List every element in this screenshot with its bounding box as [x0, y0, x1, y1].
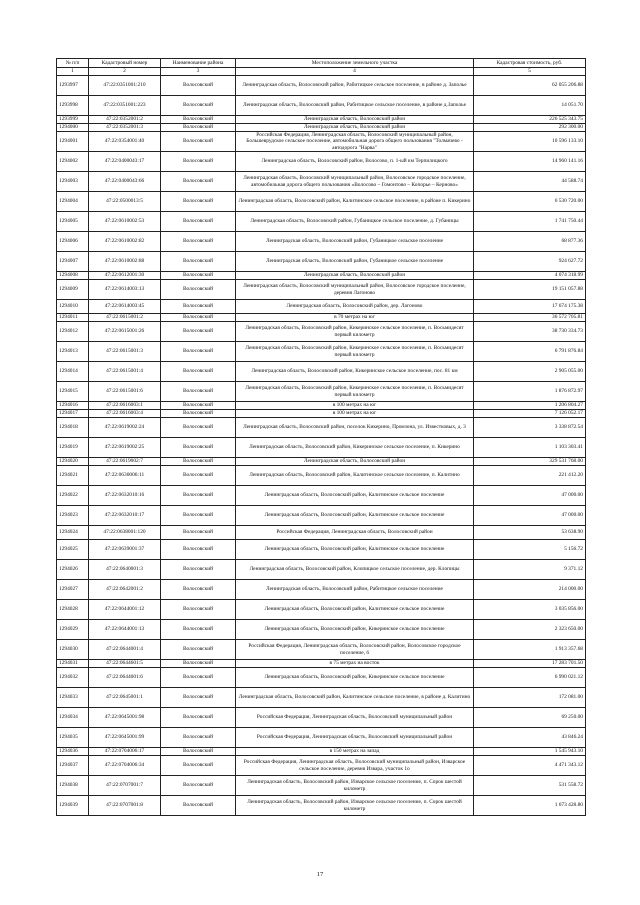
cell-num: 1294003 — [57, 172, 89, 192]
cell-cost: 36 572 705.81 — [474, 314, 586, 322]
cell-district: Волосовский — [161, 458, 236, 466]
cell-location: Ленинградская область, Волосовский район, Калитинское сельское поселение — [236, 600, 474, 620]
cell-district: Волосовский — [161, 252, 236, 272]
cell-district: Волосовский — [161, 438, 236, 458]
cell-district: Волосовский — [161, 560, 236, 580]
cell-cadastral-number: 47:22:0615001:26 — [89, 322, 161, 342]
cell-district: Волосовский — [161, 756, 236, 776]
cell-cost: 38 730 334.73 — [474, 322, 586, 342]
cell-cost: 226 525 343.75 — [474, 116, 586, 124]
cell-num: 1294015 — [57, 382, 89, 402]
cell-cadastral-number: 47:22:0400043:66 — [89, 172, 161, 192]
cell-cadastral-number: 47:22:0640001:3 — [89, 560, 161, 580]
table-row — [57, 728, 586, 748]
cell-cost: 44 588.74 — [474, 172, 586, 192]
cell-district: Волосовский — [161, 540, 236, 560]
cell-cost: 7 126 052.17 — [474, 410, 586, 418]
cell-cadastral-number: 47:22:0352001:2 — [89, 116, 161, 124]
table-row — [57, 280, 586, 300]
table-row — [57, 466, 586, 486]
cell-location: Ленинградская область, Волосовский район, Кикеринское сельское поселение, п. Восьмидесят первый километр — [236, 322, 474, 342]
cell-num: 1294000 — [57, 124, 89, 132]
table-row — [57, 342, 586, 362]
cell-cadastral-number: 47:22:0614003:13 — [89, 280, 161, 300]
column-number: 3 — [161, 68, 236, 76]
cell-num: 1294022 — [57, 486, 89, 506]
cell-cost: 1 876 872.97 — [474, 382, 586, 402]
cell-num: 1293999 — [57, 116, 89, 124]
table-row — [57, 96, 586, 116]
table-row — [57, 526, 586, 540]
cell-location: Ленинградская область, Волосовский район, Кикеринское сельское поселение, пос. 81 км — [236, 362, 474, 382]
cell-num: 1294019 — [57, 438, 89, 458]
cell-cadastral-number: 47:22:0610002:88 — [89, 252, 161, 272]
cell-district: Волосовский — [161, 322, 236, 342]
cell-num: 1294018 — [57, 418, 89, 438]
table-row — [57, 580, 586, 600]
cell-location: Ленинградская область, Волосовский район, Калитинское сельское поселение, в районе д. Калитино — [236, 688, 474, 708]
cell-cost: 2 323 650.00 — [474, 620, 586, 640]
cell-district: Волосовский — [161, 232, 236, 252]
cell-location: Ленинградская область, Волосовский район, Калитинское сельское поселение — [236, 540, 474, 560]
cell-cost: 9 371.12 — [474, 560, 586, 580]
table-row — [57, 272, 586, 280]
table-row — [57, 124, 586, 132]
cell-cadastral-number: 47:22:0615001:4 — [89, 362, 161, 382]
cell-location: Ленинградская область, Волосовский район, Губаницкое сельское поселение, д. Губаницы — [236, 212, 474, 232]
cell-cost: 5 156.72 — [474, 540, 586, 560]
cell-district: Волосовский — [161, 418, 236, 438]
cell-cost: 1 103 303.41 — [474, 438, 586, 458]
table-row — [57, 418, 586, 438]
cell-location: в 100 метрах на юг — [236, 410, 474, 418]
header-district: Наименование района — [161, 59, 236, 68]
cell-location: Ленинградская область, Волосовский район, Губаницкое сельское поселение — [236, 252, 474, 272]
table-row — [57, 600, 586, 620]
cell-cost: 17 674 175.38 — [474, 300, 586, 314]
cell-cost: 6 530 720.00 — [474, 192, 586, 212]
cell-cost: 69 250.00 — [474, 708, 586, 728]
cell-location: Ленинградская область, Волосовский район, Волосово, п. 1-ый км Терпилицкого — [236, 152, 474, 172]
cell-cadastral-number: 47:22:0645001:98 — [89, 708, 161, 728]
cell-cost: 3 338 872.54 — [474, 418, 586, 438]
cell-cost: 172 081.00 — [474, 688, 586, 708]
cell-location: Ленинградская область, Волосовский район — [236, 458, 474, 466]
cell-district: Волосовский — [161, 410, 236, 418]
cell-cadastral-number: 47:22:0644001:12 — [89, 600, 161, 620]
cell-district: Волосовский — [161, 620, 236, 640]
cell-num: 1294014 — [57, 362, 89, 382]
table-header — [57, 59, 586, 76]
cell-location: Ленинградская область, Волосовский район, Рабитицкое сельское поселение — [236, 580, 474, 600]
cell-cadastral-number: 47:22:0632010:17 — [89, 506, 161, 526]
cell-cadastral-number: 47:22:0615001:3 — [89, 342, 161, 362]
header-cadastral-number: Кадастровый номер — [89, 59, 161, 68]
table-row — [57, 708, 586, 728]
cell-district: Волосовский — [161, 668, 236, 688]
cell-cadastral-number: 47:22:0612001:30 — [89, 272, 161, 280]
cell-location: Ленинградская область, Волосовский район — [236, 272, 474, 280]
cell-cost: 47 000.00 — [474, 506, 586, 526]
column-number: 5 — [474, 68, 586, 76]
cell-num: 1294021 — [57, 466, 89, 486]
cell-cost: 1 913 357.68 — [474, 640, 586, 660]
cell-num: 1294026 — [57, 560, 89, 580]
cell-district: Волосовский — [161, 466, 236, 486]
cell-location: Ленинградская область, Волосовский район, Рабитицкое сельское поселение, в районе д. Заполье — [236, 76, 474, 96]
cell-cost: 10 596 133.10 — [474, 132, 586, 152]
table-row — [57, 776, 586, 796]
cell-num: 1294023 — [57, 506, 89, 526]
cell-num: 1294013 — [57, 342, 89, 362]
cell-cadastral-number: 47:22:0351001:223 — [89, 96, 161, 116]
cell-cost: 14 051.70 — [474, 96, 586, 116]
cell-cost: 4 471 343.12 — [474, 756, 586, 776]
table-row — [57, 362, 586, 382]
cell-cadastral-number: 47:22:0644601:5 — [89, 660, 161, 668]
cell-cadastral-number: 47:22:0619002:7 — [89, 458, 161, 466]
cell-district: Волосовский — [161, 96, 236, 116]
cell-cost: 1 545 943.10 — [474, 748, 586, 756]
cell-district: Волосовский — [161, 300, 236, 314]
table-row — [57, 402, 586, 410]
table-row — [57, 640, 586, 660]
cell-district: Волосовский — [161, 748, 236, 756]
header-num: № п/п — [57, 59, 89, 68]
table-row — [57, 756, 586, 776]
cell-location: Ленинградская область, Волосовский район, поселок Кикерино, Промзона, ул. Известковых, д. 3 — [236, 418, 474, 438]
header-location: Местоположение земельного участка — [236, 59, 474, 68]
cell-cadastral-number: 47:22:0638001:120 — [89, 526, 161, 540]
cell-cost: 6 791 876.84 — [474, 342, 586, 362]
cell-cadastral-number: 47:22:0400043:17 — [89, 152, 161, 172]
cell-district: Волосовский — [161, 152, 236, 172]
table-row — [57, 748, 586, 756]
cell-location: Ленинградская область, Волосовский район, Кикеринское сельское поселение — [236, 668, 474, 688]
cell-district: Волосовский — [161, 314, 236, 322]
table-body — [57, 76, 586, 816]
cell-num: 1294002 — [57, 152, 89, 172]
cell-cadastral-number: 47:22:0644001:4 — [89, 640, 161, 660]
table-row — [57, 232, 586, 252]
cell-location: Российская Федерация, Ленинградская область, Волосовский район — [236, 526, 474, 540]
cell-cadastral-number: 47:22:0354001:40 — [89, 132, 161, 152]
cell-location: Ленинградская область, Волосовский район, Кикеринское сельское поселение, п. Восьмидесят первый километр — [236, 342, 474, 362]
cell-cadastral-number: 47:22:0610002:53 — [89, 212, 161, 232]
cell-district: Волосовский — [161, 796, 236, 816]
cell-district: Волосовский — [161, 776, 236, 796]
cell-location: Ленинградская область, Волосовский район, Калитинское сельское поселение, в районе п. Кикерино — [236, 192, 474, 212]
table-row — [57, 132, 586, 152]
cell-cost: 292 300.00 — [474, 124, 586, 132]
cell-cost: 62 055 206.88 — [474, 76, 586, 96]
cell-num: 1294011 — [57, 314, 89, 322]
cell-location: Ленинградская область, Волосовский район — [236, 116, 474, 124]
cell-district: Волосовский — [161, 342, 236, 362]
cell-district: Волосовский — [161, 580, 236, 600]
column-number: 1 — [57, 68, 89, 76]
cell-num: 1294032 — [57, 668, 89, 688]
cell-cadastral-number: 47:22:0615001:6 — [89, 382, 161, 402]
cell-cost: 1 673 428.80 — [474, 796, 586, 816]
cell-cost: 53 638.90 — [474, 526, 586, 540]
cell-num: 1294024 — [57, 526, 89, 540]
cell-num: 1294005 — [57, 212, 89, 232]
cell-cost: 214 000.00 — [474, 580, 586, 600]
table-row — [57, 458, 586, 466]
cell-location: Ленинградская область, Волосовский район, Калитинское сельское поселение, п. Калитино — [236, 466, 474, 486]
cell-cadastral-number: 47:22:0615001:2 — [89, 314, 161, 322]
cell-num: 1294037 — [57, 756, 89, 776]
cell-cadastral-number: 47:22:0614003:45 — [89, 300, 161, 314]
cell-district: Волосовский — [161, 600, 236, 620]
cell-district: Волосовский — [161, 212, 236, 232]
cell-location: Российская Федерация, Ленинградская область, Волосовский муниципальный район, Большеврудское сельское поселение, автомобильная дорога общего пользования "Толмачево - автодорога "Нарва" — [236, 132, 474, 152]
cell-num: 1294039 — [57, 796, 89, 816]
cell-district: Волосовский — [161, 76, 236, 96]
table-row — [57, 172, 586, 192]
cell-district: Волосовский — [161, 132, 236, 152]
cell-district: Волосовский — [161, 172, 236, 192]
table-row — [57, 660, 586, 668]
cell-location: Ленинградская область, Волосовский район, Калитинское сельское поселение — [236, 486, 474, 506]
cell-cadastral-number: 47:22:0619002:25 — [89, 438, 161, 458]
cell-cost: 43 846.24 — [474, 728, 586, 748]
cell-num: 1293997 — [57, 76, 89, 96]
cell-location: Ленинградская область, Волосовский район, Губаницкое сельское поселение — [236, 232, 474, 252]
cell-num: 1294008 — [57, 272, 89, 280]
table-row — [57, 300, 586, 314]
cell-district: Волосовский — [161, 506, 236, 526]
cell-num: 1294001 — [57, 132, 89, 152]
cell-cadastral-number: 47:22:0707001:7 — [89, 776, 161, 796]
cell-cadastral-number: 47:22:0616003:4 — [89, 410, 161, 418]
cell-cadastral-number: 47:22:0704006:17 — [89, 748, 161, 756]
cell-location: Ленинградская область, Волосовский муниципальный район, Волосовское городское поселение, деревня Лагоново — [236, 280, 474, 300]
cell-district: Волосовский — [161, 688, 236, 708]
table-row — [57, 688, 586, 708]
cell-district: Волосовский — [161, 382, 236, 402]
table-row — [57, 668, 586, 688]
cell-location: Ленинградская область, Волосовский муниципальный район, Волосовское городское поселение, автомобильная дорога общего пользования «Волосово – Гомонтово – Копорье – Керново» — [236, 172, 474, 192]
cell-num: 1294004 — [57, 192, 89, 212]
cell-district: Волосовский — [161, 728, 236, 748]
cadastral-value-table — [56, 58, 586, 816]
cell-district: Волосовский — [161, 272, 236, 280]
cell-cadastral-number: 47:22:0707001:8 — [89, 796, 161, 816]
cell-cadastral-number: 47:22:0645001:99 — [89, 728, 161, 748]
table-row — [57, 116, 586, 124]
cell-cadastral-number: 47:22:0619002:24 — [89, 418, 161, 438]
cell-cost: 3 035 856.00 — [474, 600, 586, 620]
cell-cost: 531 558.72 — [474, 776, 586, 796]
column-number-row — [57, 68, 586, 76]
table-row — [57, 192, 586, 212]
cell-location: Российская Федерация, Ленинградская область, Волосовский район, Волосовское городское поселение, 6 — [236, 640, 474, 660]
cell-location: Ленинградская область, Волосовский район — [236, 124, 474, 132]
cell-district: Волосовский — [161, 486, 236, 506]
cell-cost: 924 627.72 — [474, 252, 586, 272]
cell-location: Ленинградская область, Волосовский район, Изварское сельское поселение, п. Сорок шестой километр — [236, 796, 474, 816]
cell-district: Волосовский — [161, 362, 236, 382]
cell-num: 1293998 — [57, 96, 89, 116]
cell-num: 1294035 — [57, 728, 89, 748]
header-row — [57, 59, 586, 68]
column-number: 2 — [89, 68, 161, 76]
cell-district: Волосовский — [161, 280, 236, 300]
cell-num: 1294012 — [57, 322, 89, 342]
cell-cadastral-number: 47:22:0639001:37 — [89, 540, 161, 560]
table-row — [57, 252, 586, 272]
cell-cadastral-number: 47:22:0632010:16 — [89, 486, 161, 506]
cell-location: Ленинградская область, Волосовский район, дер. Лагоново — [236, 300, 474, 314]
cell-num: 1294025 — [57, 540, 89, 560]
cell-location: Российская Федерация, Ленинградская область, Волосовский муниципальный район, Изварское сельское поселение, деревня Извара, участок 1о — [236, 756, 474, 776]
cell-num: 1294028 — [57, 600, 89, 620]
cell-location: Ленинградская область, Волосовский район, Кикеринское сельское поселение, п. Восьмидесят первый километр — [236, 382, 474, 402]
cell-location: в 75 метрах на восток — [236, 660, 474, 668]
table-row — [57, 410, 586, 418]
cell-cadastral-number: 47:22:0642001:2 — [89, 580, 161, 600]
cell-num: 1294007 — [57, 252, 89, 272]
cell-cadastral-number: 47:22:0351001:210 — [89, 76, 161, 96]
cell-num: 1294017 — [57, 410, 89, 418]
cell-location: в 100 метрах на юг — [236, 402, 474, 410]
cell-num: 1294016 — [57, 402, 89, 410]
cell-cost: 1 741 750.44 — [474, 212, 586, 232]
cell-cost: 17 283 701.50 — [474, 660, 586, 668]
table-row — [57, 560, 586, 580]
cell-cadastral-number: 47:22:0630006:11 — [89, 466, 161, 486]
table-row — [57, 322, 586, 342]
cell-num: 1294027 — [57, 580, 89, 600]
cell-num: 1294033 — [57, 688, 89, 708]
cell-location: Российская Федерация, Ленинградская область, Волосовский муниципальный район — [236, 708, 474, 728]
cell-cost: 68 877.36 — [474, 232, 586, 252]
cell-location: Ленинградская область, Волосовский район, Клопицкое сельское поселение, дер. Клопицы — [236, 560, 474, 580]
table-row — [57, 506, 586, 526]
cell-cost: 4 074 318.99 — [474, 272, 586, 280]
cell-location: Ленинградская область, Волосовский район, Изварское сельское поселение, п. Сорок шестой километр — [236, 776, 474, 796]
cell-cost: 2 905 055.00 — [474, 362, 586, 382]
table-row — [57, 212, 586, 232]
cell-location: Ленинградская область, Волосовский район, Калитинское сельское поселение — [236, 506, 474, 526]
cell-cadastral-number: 47:22:0645001:1 — [89, 688, 161, 708]
cell-num: 1294029 — [57, 620, 89, 640]
cell-cadastral-number: 47:22:0610002:82 — [89, 232, 161, 252]
table-row — [57, 540, 586, 560]
cell-num: 1294006 — [57, 232, 89, 252]
cell-num: 1294020 — [57, 458, 89, 466]
cell-location: Российская Федерация, Ленинградская область, Волосовский муниципальный район — [236, 728, 474, 748]
cell-district: Волосовский — [161, 708, 236, 728]
cell-cadastral-number: 47:22:0644001:6 — [89, 668, 161, 688]
cell-cadastral-number: 47:22:0616003:1 — [89, 402, 161, 410]
table-row — [57, 76, 586, 96]
cell-cadastral-number: 47:22:0352001:3 — [89, 124, 161, 132]
cell-district: Волосовский — [161, 124, 236, 132]
cell-cost: 14 960 141.16 — [474, 152, 586, 172]
cell-cadastral-number: 47:22:0500013:5 — [89, 192, 161, 212]
page-number: 17 — [316, 871, 324, 878]
table-row — [57, 486, 586, 506]
cell-district: Волосовский — [161, 640, 236, 660]
table-row — [57, 438, 586, 458]
column-number: 4 — [236, 68, 474, 76]
cell-num: 1294031 — [57, 660, 89, 668]
header-cost: Кадастровая стоимость, руб. — [474, 59, 586, 68]
cell-cost: 6 990 021.12 — [474, 668, 586, 688]
table-row — [57, 382, 586, 402]
cell-cadastral-number: 47:22:0704006:34 — [89, 756, 161, 776]
cell-district: Волосовский — [161, 526, 236, 540]
cell-num: 1294036 — [57, 748, 89, 756]
cell-district: Волосовский — [161, 660, 236, 668]
cell-cost: 19 151 057.88 — [474, 280, 586, 300]
cell-location: Ленинградская область, Волосовский район, Рабитицкое сельское поселение, в районе д.Заполье — [236, 96, 474, 116]
cell-district: Волосовский — [161, 116, 236, 124]
cell-location: Ленинградская область, Волосовский район, Кикеринское сельское поселение, п. Кикерино — [236, 438, 474, 458]
table-row — [57, 152, 586, 172]
cell-district: Волосовский — [161, 192, 236, 212]
table-row — [57, 620, 586, 640]
cell-location: в 150 метрах на запад — [236, 748, 474, 756]
cell-location: Ленинградская область, Волосовский район, Кикеринское сельское поселение — [236, 620, 474, 640]
cell-num: 1294034 — [57, 708, 89, 728]
cell-location: в 70 метрах на юг — [236, 314, 474, 322]
cell-cadastral-number: 47:22:0644001:13 — [89, 620, 161, 640]
cell-num: 1294010 — [57, 300, 89, 314]
cell-cost: 47 000.00 — [474, 486, 586, 506]
cell-cost: 329 531 768.00 — [474, 458, 586, 466]
cell-num: 1294009 — [57, 280, 89, 300]
table-row — [57, 314, 586, 322]
cell-cost: 221 412.20 — [474, 466, 586, 486]
cell-cost: 1 206 804.27 — [474, 402, 586, 410]
cell-num: 1294030 — [57, 640, 89, 660]
cell-district: Волосовский — [161, 402, 236, 410]
table-row — [57, 796, 586, 816]
cell-num: 1294038 — [57, 776, 89, 796]
